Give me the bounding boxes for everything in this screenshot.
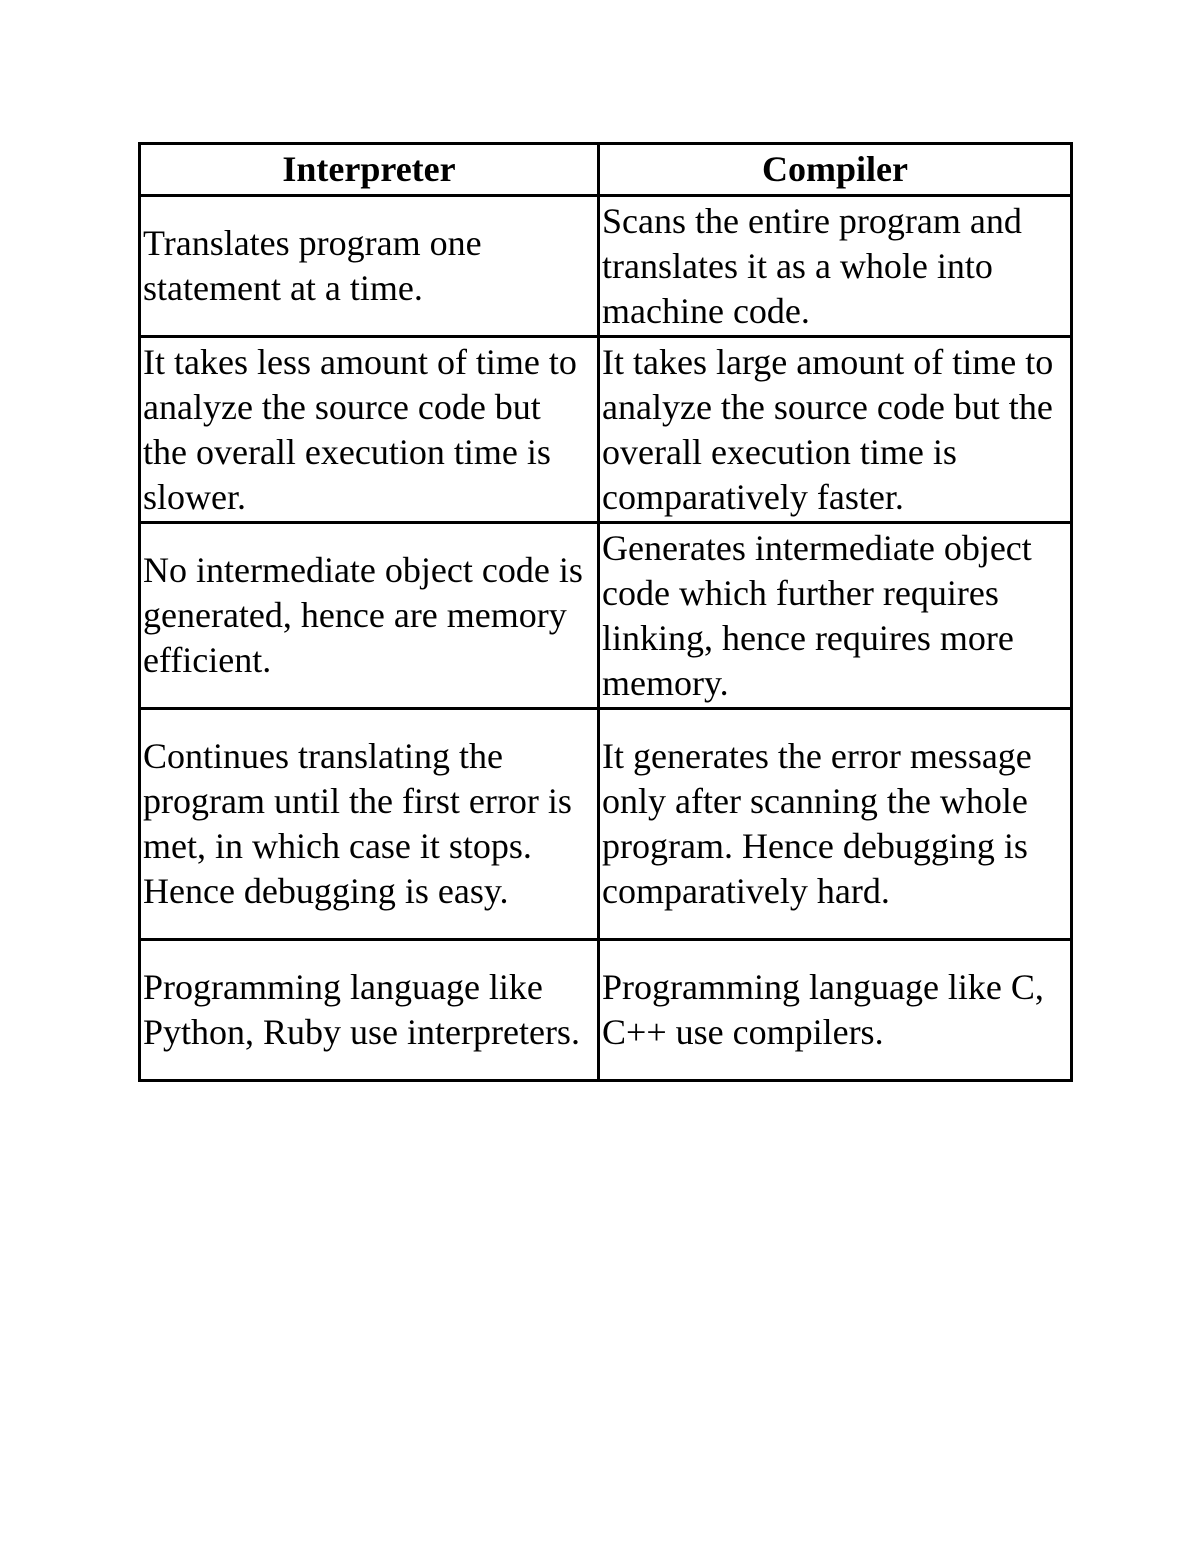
table-row [140,337,1072,523]
interpreter-cell: Continues translating the program until the first error is met, in which case it stops. Hence debugging is easy. [140,709,599,940]
header-compiler: Compiler [599,144,1072,196]
table-row [140,523,1072,709]
table-row [140,196,1072,337]
table-row [140,709,1072,940]
interpreter-cell: Programming language like Python, Ruby use interpreters. [140,940,599,1081]
interpreter-cell: No intermediate object code is generated, hence are memory efficient. [140,523,599,709]
header-interpreter: Interpreter [140,144,599,196]
compiler-cell: Generates intermediate object code which further requires linking, hence requires more memory. [599,523,1072,709]
interpreter-cell: It takes less amount of time to analyze the source code but the overall execution time is slower. [140,337,599,523]
compiler-cell: Programming language like C, C++ use compilers. [599,940,1072,1081]
compiler-cell: It takes large amount of time to analyze the source code but the overall execution time is comparatively faster. [599,337,1072,523]
header-row [140,144,1072,196]
table-row [140,940,1072,1081]
interpreter-cell: Translates program one statement at a time. [140,196,599,337]
compiler-cell: Scans the entire program and translates it as a whole into machine code. [599,196,1072,337]
comparison-table [138,142,1073,1082]
compiler-cell: It generates the error message only after scanning the whole program. Hence debugging is comparatively hard. [599,709,1072,940]
